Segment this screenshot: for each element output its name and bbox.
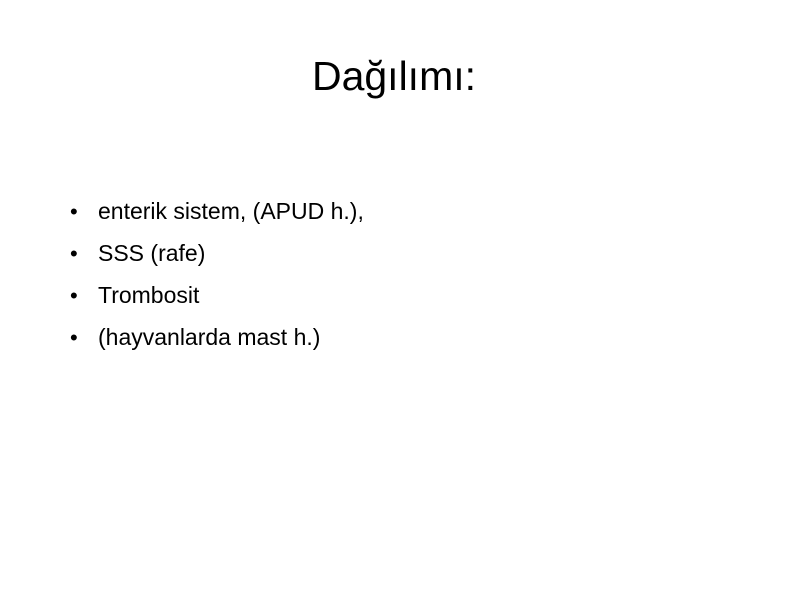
bullet-icon: • xyxy=(70,241,78,266)
bullet-list xyxy=(70,190,364,358)
list-item xyxy=(70,316,364,358)
bullet-text: enterik sistem, (APUD h.), xyxy=(98,198,364,224)
slide-title: Dağılımı: xyxy=(311,53,477,99)
bullet-text: (hayvanlarda mast h.) xyxy=(98,324,321,350)
bullet-icon: • xyxy=(70,325,78,350)
list-item xyxy=(70,274,364,316)
list-item xyxy=(70,232,364,274)
bullet-text: Trombosit xyxy=(98,282,200,308)
bullet-icon: • xyxy=(70,199,78,224)
bullet-icon: • xyxy=(70,283,78,308)
list-item xyxy=(70,190,364,232)
bullet-text: SSS (rafe) xyxy=(98,240,206,266)
